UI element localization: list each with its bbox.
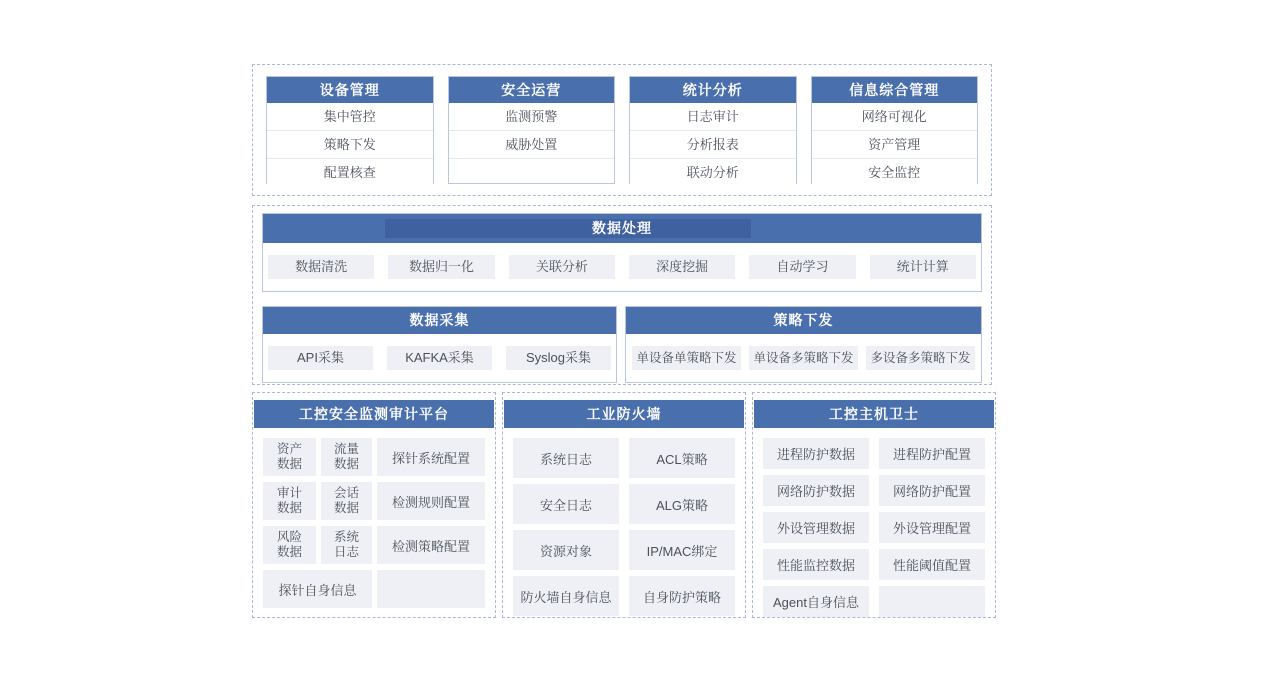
data-processing-title: 数据处理: [592, 220, 652, 236]
processing-chip: 统计计算: [870, 255, 976, 279]
table-title: 安全运营: [449, 77, 615, 103]
data-cell: [263, 526, 316, 564]
platform-title: 工业防火墙: [504, 400, 744, 428]
config-cell: 检测策略配置: [377, 526, 485, 564]
cell-line: 数据: [276, 457, 302, 471]
dispatch-chip: 多设备多策略下发: [866, 346, 975, 370]
config-cell: 检测规则配置: [377, 482, 485, 520]
table-row: 策略下发: [267, 130, 433, 158]
self-info-cell: Agent自身信息: [763, 586, 869, 617]
data-cell: [321, 438, 372, 476]
platform-firewall: [502, 392, 746, 618]
table-row: 安全监控: [812, 158, 978, 186]
table-row: 网络可视化: [812, 103, 978, 130]
cell-line: 数据: [333, 501, 359, 515]
config-cell: 自身防护策略: [629, 576, 735, 616]
table-row: 资产管理: [812, 130, 978, 158]
processing-chip: 深度挖掘: [629, 255, 735, 279]
data-processing-items: [263, 243, 981, 291]
cell-line: 数据: [333, 457, 359, 471]
collection-chip: Syslog采集: [506, 346, 611, 370]
data-processing-container: [262, 213, 982, 292]
data-cell: 资源对象: [513, 530, 619, 570]
empty-cell: [879, 586, 985, 617]
config-cell: 进程防护配置: [879, 438, 985, 469]
processing-chip: 数据归一化: [388, 255, 494, 279]
cell-line: 系统: [333, 530, 359, 544]
platform-audit: [252, 392, 496, 618]
capability-section: [252, 64, 992, 196]
table-row: 日志审计: [630, 103, 796, 130]
table-row: 配置核查: [267, 158, 433, 186]
cell-line: 风险: [276, 530, 302, 544]
policy-dispatch-items: [626, 334, 981, 382]
cell-line: 资产: [276, 442, 302, 456]
cell-line: 日志: [333, 545, 359, 559]
collection-chip: API采集: [268, 346, 373, 370]
table-row: 威胁处置: [449, 130, 615, 158]
platform-host-guard-grid: [753, 438, 995, 617]
config-cell: 探针系统配置: [377, 438, 485, 476]
processing-chip: 自动学习: [749, 255, 855, 279]
data-collection-items: [263, 334, 616, 382]
table-row: 联动分析: [630, 158, 796, 186]
data-cell: 网络防护数据: [763, 475, 869, 506]
config-cell: IP/MAC绑定: [629, 530, 735, 570]
platform-host-guard: [752, 392, 996, 618]
collection-dispatch-row: [262, 306, 982, 383]
platform-title: 工控安全监测审计平台: [254, 400, 494, 428]
cell-line: 数据: [276, 501, 302, 515]
data-layer-section: [252, 205, 992, 385]
dispatch-chip: 单设备单策略下发: [632, 346, 741, 370]
platform-audit-grid: [253, 438, 495, 608]
data-cell: [263, 438, 316, 476]
cell-line: 审计: [276, 486, 302, 500]
table-device-management: [266, 76, 434, 184]
empty-cell: [377, 570, 485, 608]
self-info-cell: 防火墙自身信息: [513, 576, 619, 616]
data-collection-title: 数据采集: [263, 307, 616, 334]
collection-chip: KAFKA采集: [387, 346, 492, 370]
config-cell: 外设管理配置: [879, 512, 985, 543]
self-info-cell: 探针自身信息: [263, 570, 372, 608]
data-cell: [321, 482, 372, 520]
processing-chip: 关联分析: [509, 255, 615, 279]
table-row: 集中管控: [267, 103, 433, 130]
data-processing-header: [263, 214, 981, 243]
cell-line: 会话: [333, 486, 359, 500]
data-cell: 安全日志: [513, 484, 619, 524]
cell-line: 数据: [276, 545, 302, 559]
data-cell: 系统日志: [513, 438, 619, 478]
data-cell: 性能监控数据: [763, 549, 869, 580]
policy-dispatch-title: 策略下发: [626, 307, 981, 334]
config-cell: 性能阈值配置: [879, 549, 985, 580]
diagram-layout: [252, 64, 996, 618]
cell-line: 流量: [333, 442, 359, 456]
platform-title: 工控主机卫士: [754, 400, 994, 428]
table-title: 设备管理: [267, 77, 433, 103]
data-cell: [263, 482, 316, 520]
policy-dispatch-container: [625, 306, 982, 383]
table-row-empty: [449, 158, 615, 183]
table-info-management: [811, 76, 979, 184]
data-collection-container: [262, 306, 617, 383]
data-cell: [321, 526, 372, 564]
table-title: 统计分析: [630, 77, 796, 103]
data-cell: 外设管理数据: [763, 512, 869, 543]
config-cell: 网络防护配置: [879, 475, 985, 506]
dispatch-chip: 单设备多策略下发: [749, 346, 858, 370]
config-cell: ALG策略: [629, 484, 735, 524]
table-row: 分析报表: [630, 130, 796, 158]
processing-chip: 数据清洗: [268, 255, 374, 279]
config-cell: ACL策略: [629, 438, 735, 478]
table-statistics-analysis: [629, 76, 797, 184]
table-security-operations: [448, 76, 616, 184]
data-cell: 进程防护数据: [763, 438, 869, 469]
table-row: 监测预警: [449, 103, 615, 130]
platform-firewall-grid: [503, 438, 745, 616]
table-title: 信息综合管理: [812, 77, 978, 103]
device-platforms-section: [252, 392, 996, 618]
